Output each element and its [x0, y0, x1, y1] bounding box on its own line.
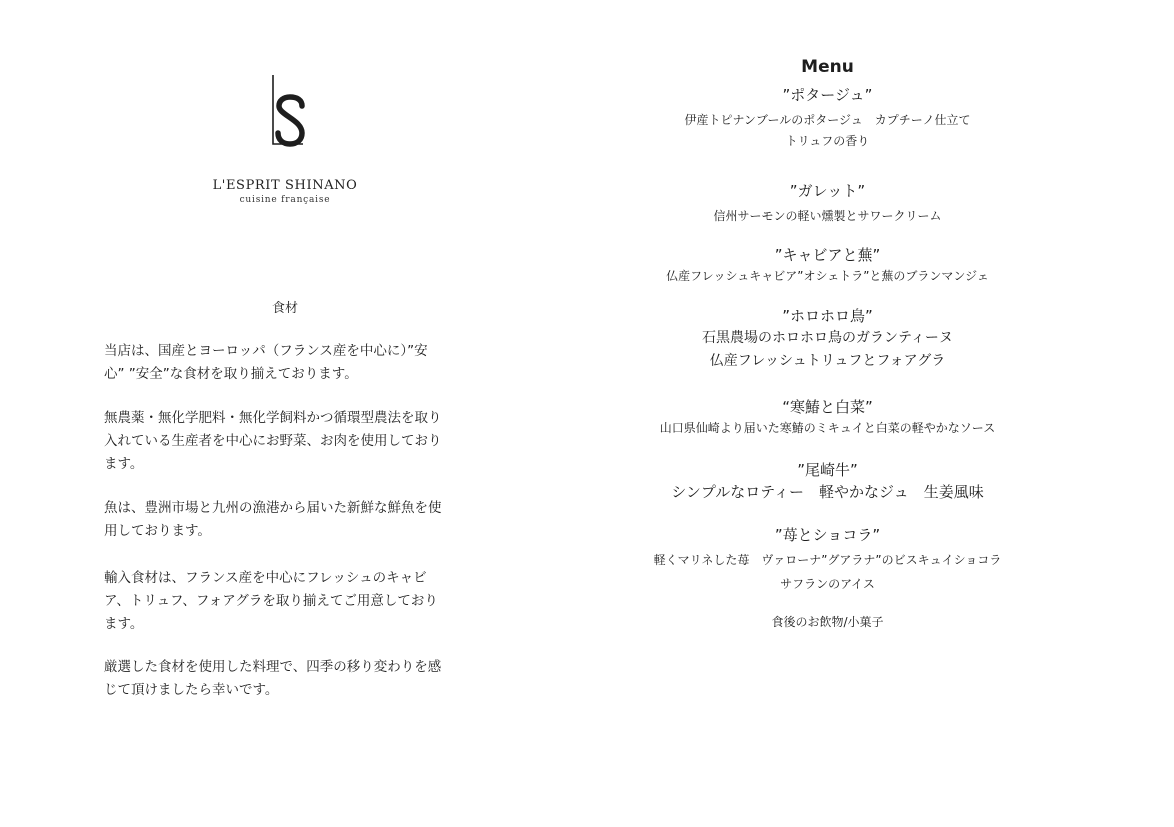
- course-name: ”苺とショコラ”: [774, 526, 881, 544]
- paragraph-line: 心” ”安全”な食材を取り揃えております。: [104, 366, 358, 382]
- brand-subtitle: cuisine française: [239, 195, 331, 205]
- course-name: ”ガレット”: [789, 182, 866, 200]
- course-ozaki-beef: [630, 459, 1025, 504]
- description-line: 軽くマリネした苺 ヴァローナ”グアラナ”のビスキュイショコラ: [653, 553, 1002, 567]
- course-description: [630, 110, 1025, 152]
- paragraph-line: ます。: [104, 456, 144, 472]
- menu-section: [630, 56, 1025, 632]
- course-name: ”ポタージュ”: [782, 86, 873, 104]
- course-description: [630, 206, 1025, 227]
- course-description: [630, 327, 1025, 373]
- brand-logo: [200, 72, 370, 205]
- paragraph-line: 厳選した食材を使用した料理で、四季の移り変わりを感: [104, 659, 442, 675]
- paragraph-line: 用しております。: [104, 523, 211, 539]
- course-name: ”ホロホロ鳥”: [782, 307, 873, 325]
- course-description: [630, 481, 1025, 504]
- ingredients-title: 食材: [271, 301, 298, 316]
- description-line: 伊産トピナンブールのポタージュ カプチーノ仕立て: [684, 113, 971, 127]
- after-meal-note: 食後のお飲物/小菓子: [771, 615, 884, 629]
- description-line: 信州サーモンの軽い燻製とサワークリーム: [713, 209, 942, 223]
- ingredients-paragraph: [104, 340, 474, 386]
- course-sawara: [630, 396, 1025, 439]
- course-guinea-fowl: [630, 305, 1025, 373]
- course-strawberry-chocolate: [630, 524, 1025, 596]
- course-description: [630, 418, 1025, 439]
- ingredients-paragraph: [104, 567, 474, 636]
- description-line: 石黒農場のホロホロ鳥のガランティーヌ: [702, 330, 953, 346]
- course-name: ”キャビアと蕪”: [774, 246, 881, 264]
- ingredients-paragraph: [104, 497, 474, 543]
- ls-monogram-icon: [255, 72, 315, 164]
- course-name: “寒鰆と白菜”: [782, 398, 873, 416]
- menu-title: Menu: [801, 57, 854, 77]
- paragraph-line: 輸入食材は、フランス産を中心にフレッシュのキャビ: [104, 570, 427, 586]
- paragraph-line: 無農薬・無化学肥料・無化学飼料かつ循環型農法を取り: [104, 410, 442, 426]
- description-line: 仏産フレッシュトリュフとフォアグラ: [709, 353, 946, 369]
- paragraph-line: 魚は、豊洲市場と九州の漁港から届いた新鮮な鮮魚を使: [104, 500, 442, 516]
- brand-name: L'ESPRIT SHINANO: [212, 178, 358, 193]
- paragraph-line: ア、トリュフ、フォアグラを取り揃えてご用意しており: [104, 593, 438, 609]
- course-potage: [630, 84, 1025, 152]
- description-line: トリュフの香り: [785, 134, 870, 148]
- description-line: シンプルなロティー 軽やかなジュ 生姜風味: [671, 483, 984, 501]
- ingredients-paragraph: [104, 656, 474, 702]
- paragraph-line: じて頂けましたら幸いです。: [104, 682, 279, 698]
- description-line: サフランのアイス: [780, 577, 875, 591]
- paragraph-line: ます。: [104, 616, 144, 632]
- course-name: ”尾崎牛”: [797, 461, 858, 479]
- ingredients-paragraph: [104, 407, 474, 476]
- course-description: [630, 266, 1025, 287]
- course-galette: [630, 180, 1025, 227]
- course-caviar: [630, 244, 1025, 287]
- paragraph-line: 当店は、国産とヨーロッパ（フランス産を中心に）”安: [104, 343, 428, 359]
- course-description: [630, 548, 1025, 596]
- description-line: 山口県仙崎より届いた寒鰆のミキュイと白菜の軽やかなソース: [659, 421, 996, 435]
- paragraph-line: 入れている生産者を中心にお野菜、お肉を使用しており: [104, 433, 442, 449]
- description-line: 仏産フレッシュキャビア”オシェトラ”と蕪のブランマンジェ: [666, 269, 989, 283]
